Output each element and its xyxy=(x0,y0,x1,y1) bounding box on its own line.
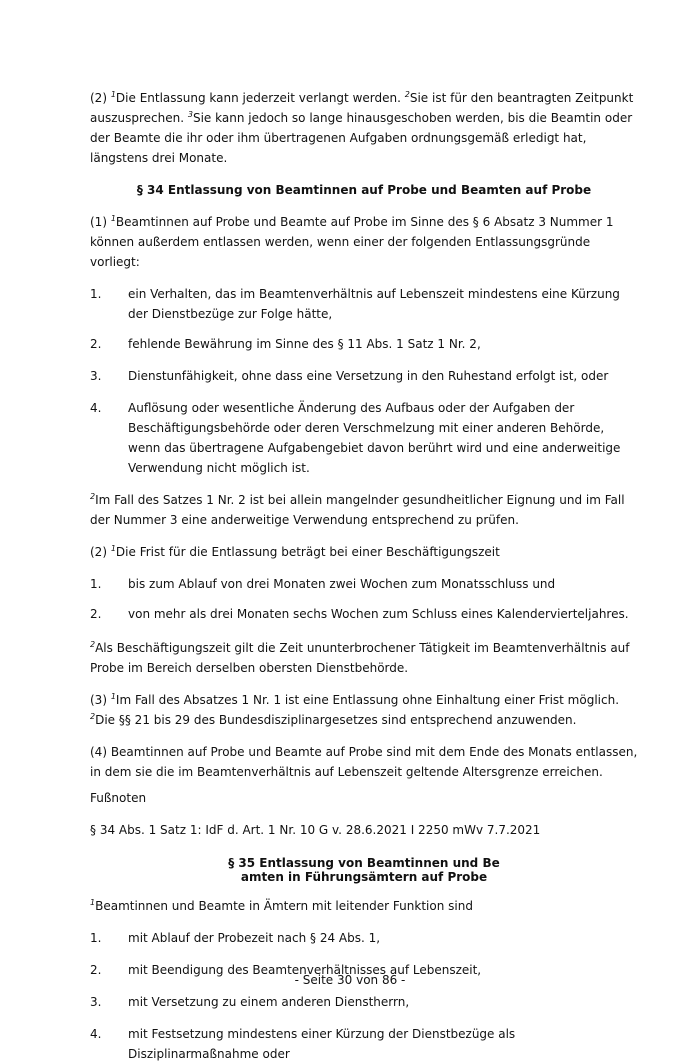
s35-list xyxy=(90,928,638,1064)
list-number: 2. xyxy=(90,337,102,351)
sentence-text: Die §§ 21 bis 29 des Bundesdisziplinargesetzes sind entsprechend anzuwenden. xyxy=(95,713,577,727)
list-text: fehlende Bewährung im Sinne des § 11 Abs. 1 Satz 1 Nr. 2, xyxy=(128,337,481,351)
list-item xyxy=(90,928,638,948)
list-item xyxy=(90,334,638,354)
footnotes-label: Fußnoten xyxy=(90,791,147,805)
paragraph-s34-abs1-satz2 xyxy=(90,490,638,530)
list-number: 1. xyxy=(90,931,102,945)
list-item xyxy=(90,574,638,594)
section-35-heading-line: amten in Führungsämtern auf Probe xyxy=(240,870,488,884)
paragraph-label: (3) xyxy=(90,693,107,707)
list-number: 2. xyxy=(90,607,102,621)
list-text: von mehr als drei Monaten sechs Wochen zum Schluss eines Kalendervierteljahres. xyxy=(128,607,629,621)
section-35-heading-line: § 35 Entlassung von Beamtinnen und Be xyxy=(228,856,500,870)
footnote-text: § 34 Abs. 1 Satz 1: IdF d. Art. 1 Nr. 10 G v. 28.6.2021 I 2250 mWv 7.7.2021 xyxy=(90,823,541,837)
paragraph-s34-abs1 xyxy=(90,212,638,272)
list-item xyxy=(90,1024,638,1064)
list-text: mit Versetzung zu einem anderen Dienstherrn, xyxy=(128,995,410,1009)
paragraph-label: (2) xyxy=(90,545,107,559)
sentence-text: Im Fall des Absatzes 1 Nr. 1 ist eine Entlassung ohne Einhaltung einer Frist möglich. xyxy=(115,693,620,707)
document-content xyxy=(90,88,638,1064)
list-text: ein Verhalten, das im Beamtenverhältnis auf Lebenszeit mindestens eine Kürzung der Dienstbezüge zur Folge hätte, xyxy=(128,287,620,321)
sentence-text: Beamtinnen und Beamte in Ämtern mit leitender Funktion sind xyxy=(95,899,473,913)
list-number: 3. xyxy=(90,369,102,383)
section-34-heading: § 34 Entlassung von Beamtinnen auf Probe und Beamten auf Probe xyxy=(136,183,592,197)
list-number: 3. xyxy=(90,995,102,1009)
sentence-number: 2 xyxy=(404,90,410,99)
sentence-number: 1 xyxy=(110,214,116,223)
list-item xyxy=(90,604,638,624)
sentence-text: Als Beschäftigungszeit gilt die Zeit ununterbrochener Tätigkeit im Beamtenverhältnis auf Probe im Bereich derselben obersten Dienstbehörde. xyxy=(90,641,630,675)
list-item xyxy=(90,284,638,324)
list-text: bis zum Ablauf von drei Monaten zwei Wochen zum Monatsschluss und xyxy=(128,577,556,591)
list-number: 4. xyxy=(90,401,102,415)
paragraph-s35-intro xyxy=(90,896,638,916)
paragraph-label: (1) xyxy=(90,215,107,229)
list-item xyxy=(90,366,638,386)
list-text: mit Festsetzung mindestens einer Kürzung der Dienstbezüge als Disziplinarmaßnahme oder xyxy=(128,1027,516,1061)
list-text: Dienstunfähigkeit, ohne dass eine Versetzung in den Ruhestand erfolgt ist, oder xyxy=(128,369,609,383)
list-number: 4. xyxy=(90,1027,102,1041)
list-text: mit Ablauf der Probezeit nach § 24 Abs. 1, xyxy=(128,931,381,945)
sentence-text: Die Frist für die Entlassung beträgt bei einer Beschäftigungszeit xyxy=(115,545,500,559)
sentence-text: Die Entlassung kann jederzeit verlangt werden. xyxy=(115,91,401,105)
page-number-footer: - Seite 30 von 86 - xyxy=(294,973,406,987)
sentence-text: Sie ist für den beantragten Zeitpunkt auszusprechen. xyxy=(90,91,634,125)
list-text: Auflösung oder wesentliche Änderung des Aufbaus oder der Aufgaben der Beschäftigungsbehörde oder deren Verschmelzung mit einer anderen Behörde, wenn das übertragene Aufgabengebiet davon berührt wird und eine anderweitige Verwendung nicht möglich ist. xyxy=(128,401,621,475)
sentence-text: Beamtinnen auf Probe und Beamte auf Probe im Sinne des § 6 Absatz 3 Nummer 1 können außerdem entlassen werden, wenn einer der folgenden Entlassungsgründe vorliegt: xyxy=(90,215,614,269)
sentence-text: Sie kann jedoch so lange hinausgeschoben werden, bis die Beamtin oder der Beamte die ihr oder ihm übertragenen Aufgaben ordnungsgemäß erledigt hat, längstens drei Monate. xyxy=(90,111,633,165)
sentence-number: 2 xyxy=(90,640,96,649)
list-item xyxy=(90,992,638,1012)
sentence-number: 1 xyxy=(110,90,116,99)
list-number: 1. xyxy=(90,577,102,591)
list-item xyxy=(90,398,638,478)
sentence-number: 3 xyxy=(187,110,193,119)
paragraph-label: (2) xyxy=(90,91,107,105)
sentence-text: Im Fall des Satzes 1 Nr. 2 ist bei allein mangelnder gesundheitlicher Eignung und im Fall der Nummer 3 eine anderweitige Verwendung entsprechend zu prüfen. xyxy=(90,493,625,527)
paragraph-s34-abs3 xyxy=(90,690,638,730)
sentence-number: 1 xyxy=(110,544,116,553)
s34-abs1-list xyxy=(90,284,638,478)
sentence-number: 1 xyxy=(90,898,96,907)
s34-abs2-list xyxy=(90,574,638,624)
paragraph-s34-abs4: (4) Beamtinnen auf Probe und Beamte auf Probe sind mit dem Ende des Monats entlassen, in dem sie die im Beamtenverhältnis auf Lebenszeit geltende Altersgrenze erreichen. xyxy=(90,745,638,779)
sentence-number: 2 xyxy=(90,492,96,501)
section-35-heading xyxy=(90,856,638,884)
sentence-number: 2 xyxy=(90,712,96,721)
paragraph-s34-abs2-satz2 xyxy=(90,638,638,678)
paragraph-s34-abs2 xyxy=(90,542,638,562)
paragraph-s33-abs2 xyxy=(90,88,638,168)
list-text: mit Beendigung des Beamtenverhältnisses auf Lebenszeit, xyxy=(128,963,482,977)
list-number: 1. xyxy=(90,287,102,301)
sentence-number: 1 xyxy=(110,692,116,701)
list-number: 2. xyxy=(90,963,102,977)
